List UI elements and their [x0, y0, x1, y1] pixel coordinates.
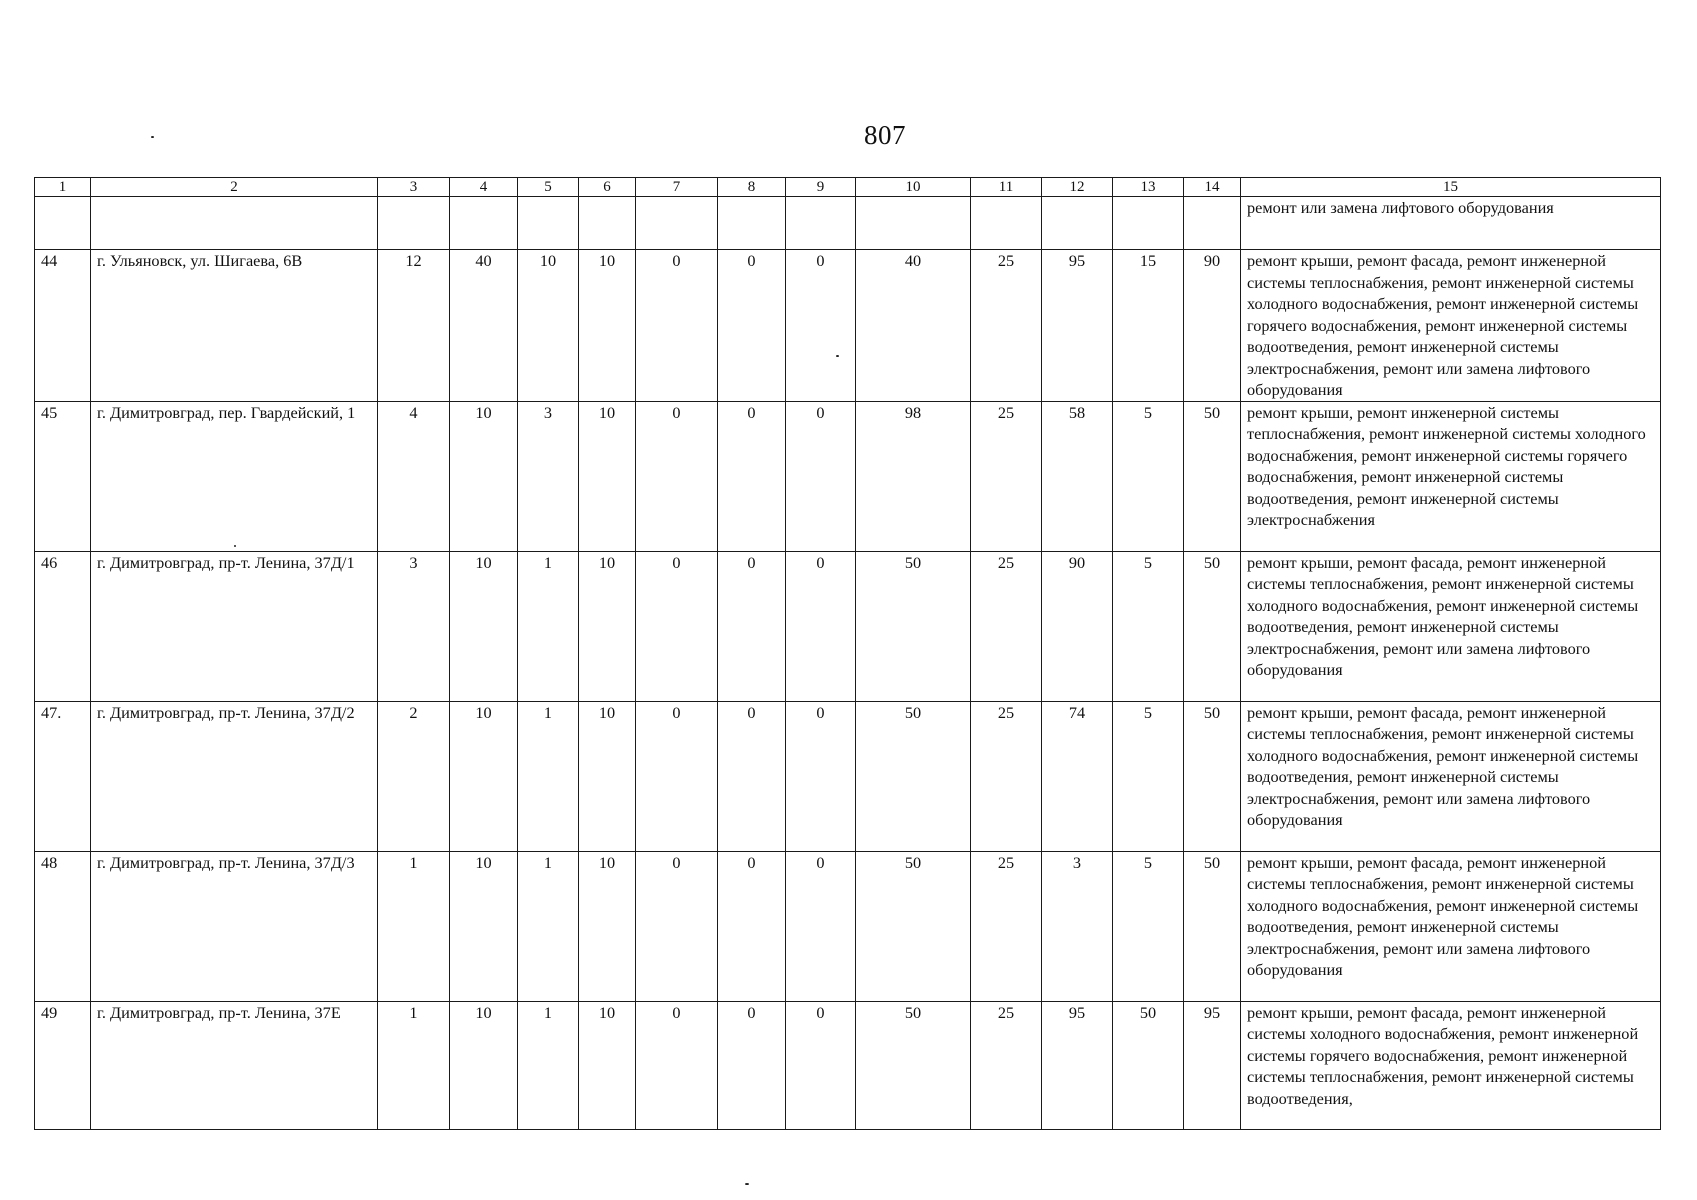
value-cell-col-7: 0	[636, 401, 718, 551]
column-header-12: 12	[1042, 178, 1113, 197]
value-cell-col-13: 15	[1113, 250, 1184, 402]
value-cell-col-12: 58	[1042, 401, 1113, 551]
row-number: 48	[35, 851, 91, 1001]
address-cell: г. Димитровград, пр-т. Ленина, 37Е	[91, 1001, 378, 1129]
empty-cell	[971, 197, 1042, 250]
works-cell: ремонт крыши, ремонт фасада, ремонт инженерной системы теплоснабжения, ремонт инженерной системы холодного водоснабжения, ремонт инженерной системы водоотведения, ремонт инженерной системы электроснабжения, ремонт или замена лифтового оборудования	[1241, 701, 1661, 851]
value-cell-col-7: 0	[636, 1001, 718, 1129]
continuation-row	[35, 197, 1661, 250]
column-header-8: 8	[718, 178, 786, 197]
value-cell-col-14: 50	[1184, 551, 1241, 701]
value-cell-col-7: 0	[636, 250, 718, 402]
value-cell-col-3: 3	[378, 551, 450, 701]
empty-cell	[718, 197, 786, 250]
value-cell-col-6: 10	[579, 401, 636, 551]
value-cell-col-8: 0	[718, 1001, 786, 1129]
column-header-15: 15	[1241, 178, 1661, 197]
value-cell-col-5: 1	[518, 701, 579, 851]
address-cell: г. Димитровград, пр-т. Ленина, 37Д/1	[91, 551, 378, 701]
value-cell-col-5: 3	[518, 401, 579, 551]
value-cell-col-4: 10	[450, 401, 518, 551]
empty-cell	[786, 197, 856, 250]
value-cell-col-3: 2	[378, 701, 450, 851]
column-header-4: 4	[450, 178, 518, 197]
scan-speck	[151, 136, 154, 138]
table-row	[35, 250, 1661, 402]
works-cell: ремонт крыши, ремонт фасада, ремонт инженерной системы холодного водоснабжения, ремонт инженерной системы горячего водоснабжения, ремонт инженерной системы теплоснабжения, ремонт инженерной системы водоотведения,	[1241, 1001, 1661, 1129]
empty-cell	[35, 197, 91, 250]
value-cell-col-13: 5	[1113, 551, 1184, 701]
empty-cell	[450, 197, 518, 250]
address-cell: г. Димитровград, пр-т. Ленина, 37Д/2	[91, 701, 378, 851]
value-cell-col-8: 0	[718, 401, 786, 551]
value-cell-col-10: 50	[856, 701, 971, 851]
address-cell: г. Димитровград, пер. Гвардейский, 1	[91, 401, 378, 551]
value-cell-col-3: 1	[378, 851, 450, 1001]
address-cell: г. Ульяновск, ул. Шигаева, 6В	[91, 250, 378, 402]
value-cell-col-14: 50	[1184, 701, 1241, 851]
row-number: 46	[35, 551, 91, 701]
value-cell-col-12: 90	[1042, 551, 1113, 701]
value-cell-col-6: 10	[579, 701, 636, 851]
value-cell-col-4: 40	[450, 250, 518, 402]
value-cell-col-6: 10	[579, 851, 636, 1001]
value-cell-col-11: 25	[971, 250, 1042, 402]
column-header-3: 3	[378, 178, 450, 197]
value-cell-col-7: 0	[636, 701, 718, 851]
value-cell-col-12: 95	[1042, 250, 1113, 402]
value-cell-col-14: 50	[1184, 851, 1241, 1001]
value-cell-col-6: 10	[579, 250, 636, 402]
value-cell-col-4: 10	[450, 851, 518, 1001]
value-cell-col-5: 1	[518, 1001, 579, 1129]
row-number: 45	[35, 401, 91, 551]
value-cell-col-4: 10	[450, 551, 518, 701]
table-row	[35, 851, 1661, 1001]
column-header-14: 14	[1184, 178, 1241, 197]
register-body	[35, 178, 1661, 1130]
value-cell-col-10: 50	[856, 551, 971, 701]
value-cell-col-12: 3	[1042, 851, 1113, 1001]
value-cell-col-9: 0	[786, 1001, 856, 1129]
address-cell: г. Димитровград, пр-т. Ленина, 37Д/3	[91, 851, 378, 1001]
value-cell-col-13: 5	[1113, 401, 1184, 551]
value-cell-col-8: 0	[718, 250, 786, 402]
works-cell: ремонт крыши, ремонт фасада, ремонт инженерной системы теплоснабжения, ремонт инженерной системы холодного водоснабжения, ремонт инженерной системы водоотведения, ремонт инженерной системы электроснабжения, ремонт или замена лифтового оборудования	[1241, 551, 1661, 701]
value-cell-col-14: 95	[1184, 1001, 1241, 1129]
value-cell-col-9: 0	[786, 701, 856, 851]
value-cell-col-7: 0	[636, 551, 718, 701]
column-header-11: 11	[971, 178, 1042, 197]
empty-cell	[378, 197, 450, 250]
register-table	[34, 177, 1661, 1130]
empty-cell	[856, 197, 971, 250]
row-number: 49	[35, 1001, 91, 1129]
value-cell-col-8: 0	[718, 851, 786, 1001]
value-cell-col-9: 0	[786, 551, 856, 701]
value-cell-col-10: 50	[856, 1001, 971, 1129]
empty-cell	[579, 197, 636, 250]
table-row	[35, 701, 1661, 851]
column-header-10: 10	[856, 178, 971, 197]
value-cell-col-3: 1	[378, 1001, 450, 1129]
column-header-9: 9	[786, 178, 856, 197]
value-cell-col-6: 10	[579, 551, 636, 701]
empty-cell	[518, 197, 579, 250]
empty-cell	[1042, 197, 1113, 250]
value-cell-col-9: 0	[786, 851, 856, 1001]
page-number: 807	[864, 120, 906, 150]
row-number: 44	[35, 250, 91, 402]
value-cell-col-11: 25	[971, 401, 1042, 551]
value-cell-col-5: 1	[518, 851, 579, 1001]
value-cell-col-9: 0	[786, 250, 856, 402]
empty-cell	[636, 197, 718, 250]
value-cell-col-11: 25	[971, 851, 1042, 1001]
value-cell-col-13: 5	[1113, 701, 1184, 851]
empty-cell	[1113, 197, 1184, 250]
value-cell-col-4: 10	[450, 1001, 518, 1129]
empty-cell	[91, 197, 378, 250]
works-cell: ремонт крыши, ремонт фасада, ремонт инженерной системы теплоснабжения, ремонт инженерной системы холодного водоснабжения, ремонт инженерной системы водоотведения, ремонт инженерной системы электроснабжения, ремонт или замена лифтового оборудования	[1241, 851, 1661, 1001]
column-header-6: 6	[579, 178, 636, 197]
value-cell-col-8: 0	[718, 701, 786, 851]
scan-speck	[745, 1183, 749, 1185]
value-cell-col-10: 98	[856, 401, 971, 551]
value-cell-col-13: 5	[1113, 851, 1184, 1001]
works-cell: ремонт крыши, ремонт инженерной системы теплоснабжения, ремонт инженерной системы холодного водоснабжения, ремонт инженерной системы горячего водоснабжения, ремонт инженерной системы водоотведения, ремонт инженерной системы электроснабжения	[1241, 401, 1661, 551]
value-cell-col-6: 10	[579, 1001, 636, 1129]
column-header-5: 5	[518, 178, 579, 197]
value-cell-col-10: 40	[856, 250, 971, 402]
value-cell-col-7: 0	[636, 851, 718, 1001]
column-header-2: 2	[91, 178, 378, 197]
empty-cell	[1184, 197, 1241, 250]
value-cell-col-3: 12	[378, 250, 450, 402]
value-cell-col-10: 50	[856, 851, 971, 1001]
value-cell-col-5: 10	[518, 250, 579, 402]
column-header-13: 13	[1113, 178, 1184, 197]
value-cell-col-4: 10	[450, 701, 518, 851]
value-cell-col-11: 25	[971, 1001, 1042, 1129]
value-cell-col-3: 4	[378, 401, 450, 551]
column-header-7: 7	[636, 178, 718, 197]
value-cell-col-11: 25	[971, 551, 1042, 701]
value-cell-col-9: 0	[786, 401, 856, 551]
works-continuation: ремонт или замена лифтового оборудования	[1241, 197, 1661, 250]
value-cell-col-11: 25	[971, 701, 1042, 851]
row-number: 47.	[35, 701, 91, 851]
value-cell-col-5: 1	[518, 551, 579, 701]
header-row	[35, 178, 1661, 197]
table-row	[35, 1001, 1661, 1129]
value-cell-col-8: 0	[718, 551, 786, 701]
table-row	[35, 551, 1661, 701]
works-cell: ремонт крыши, ремонт фасада, ремонт инженерной системы теплоснабжения, ремонт инженерной системы холодного водоснабжения, ремонт инженерной системы горячего водоснабжения, ремонт инженерной системы водоотведения, ремонт инженерной системы электроснабжения, ремонт или замена лифтового оборудования	[1241, 250, 1661, 402]
value-cell-col-14: 90	[1184, 250, 1241, 402]
table-row	[35, 401, 1661, 551]
value-cell-col-12: 74	[1042, 701, 1113, 851]
value-cell-col-12: 95	[1042, 1001, 1113, 1129]
value-cell-col-14: 50	[1184, 401, 1241, 551]
column-header-1: 1	[35, 178, 91, 197]
value-cell-col-13: 50	[1113, 1001, 1184, 1129]
